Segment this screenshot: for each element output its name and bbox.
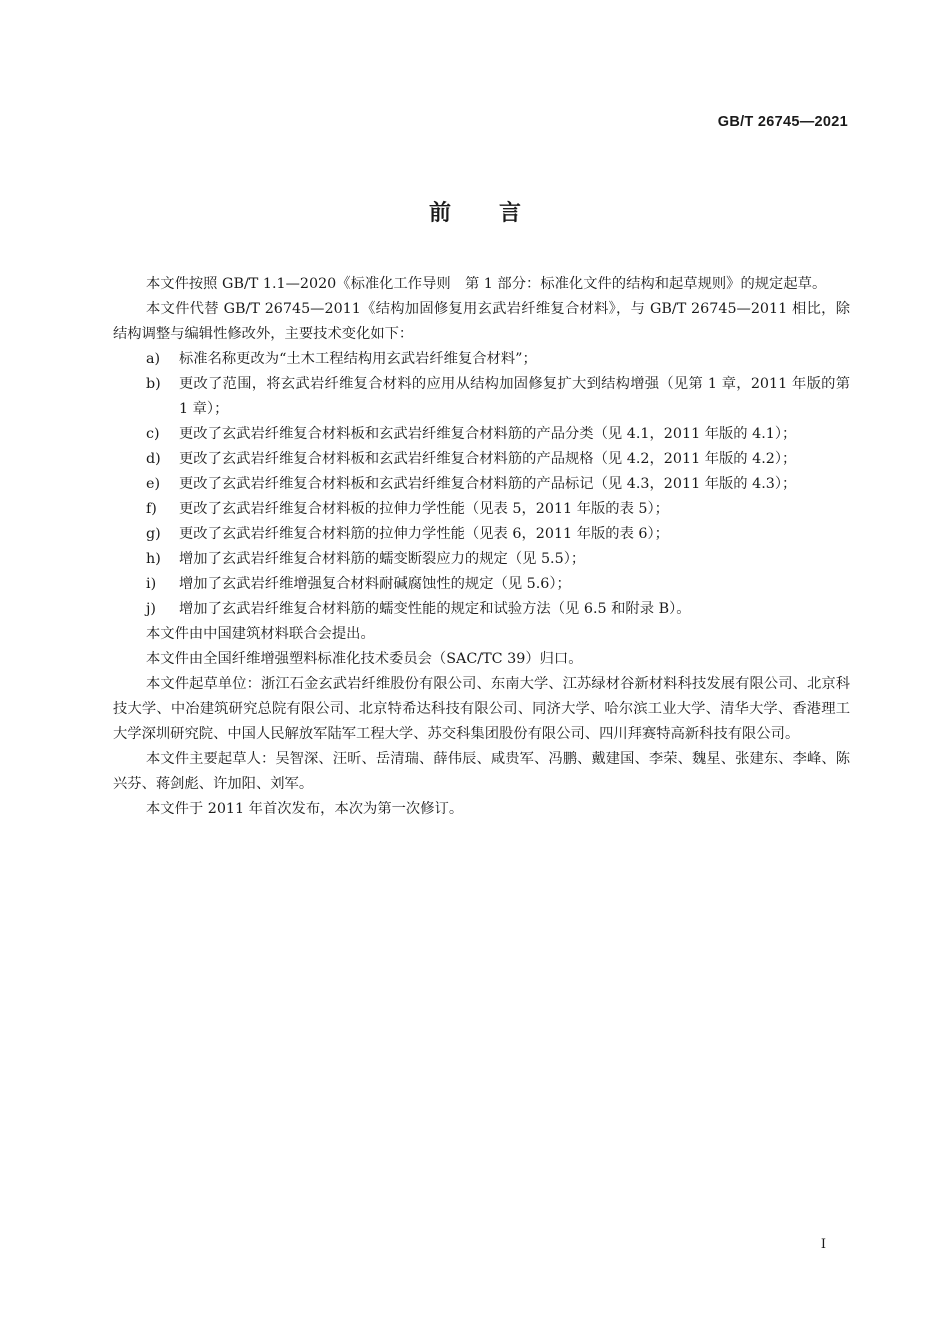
list-item-text: 增加了玄武岩纤维复合材料筋的蠕变断裂应力的规定（见 5.5）； bbox=[179, 551, 586, 567]
list-item-text: 更改了玄武岩纤维复合材料板和玄武岩纤维复合材料筋的产品分类（见 4.1，2011 年版的 4.1）； bbox=[179, 426, 797, 442]
list-item-text: 标准名称更改为“土木工程结构用玄武岩纤维复合材料”； bbox=[179, 351, 537, 367]
list-marker: d) bbox=[146, 451, 161, 467]
paragraph-committee: 本文件由全国纤维增强塑料标准化技术委员会（SAC/TC 39）归口。 bbox=[146, 651, 583, 667]
list-item-text: 更改了玄武岩纤维复合材料板和玄武岩纤维复合材料筋的产品标记（见 4.3，2011 年版的 4.3）； bbox=[179, 476, 797, 492]
paragraph-history: 本文件于 2011 年首次发布，本次为第一次修订。 bbox=[146, 801, 464, 817]
list-item bbox=[113, 447, 850, 472]
list-item-text: 增加了玄武岩纤维复合材料筋的蠕变性能的规定和试验方法（见 6.5 和附录 B）。 bbox=[179, 601, 691, 617]
page-number: I bbox=[820, 1237, 826, 1252]
list-item-text: 增加了玄武岩纤维增强复合材料耐碱腐蚀性的规定（见 5.6）； bbox=[179, 576, 571, 592]
list-item bbox=[113, 372, 850, 422]
list-item-text: 更改了范围，将玄武岩纤维复合材料的应用从结构加固修复扩大到结构增强（见第 1 章，2011 年版的第 1 章）； bbox=[179, 376, 850, 417]
list-marker: a) bbox=[146, 351, 161, 367]
list-marker: i) bbox=[146, 576, 157, 592]
list-item bbox=[113, 572, 850, 597]
list-item bbox=[113, 522, 850, 547]
list-item bbox=[113, 422, 850, 447]
document-body bbox=[113, 272, 850, 822]
list-item bbox=[113, 347, 850, 372]
changes-list bbox=[113, 347, 850, 622]
paragraph-proposer: 本文件由中国建筑材料联合会提出。 bbox=[146, 626, 375, 642]
list-marker: b) bbox=[146, 376, 161, 392]
list-item-text: 更改了玄武岩纤维复合材料板的拉伸力学性能（见表 5，2011 年版的表 5）； bbox=[179, 501, 669, 517]
page-title: 前言 bbox=[428, 201, 569, 226]
list-marker: e) bbox=[146, 476, 161, 492]
list-marker: j) bbox=[146, 601, 157, 617]
list-item-text: 更改了玄武岩纤维复合材料筋的拉伸力学性能（见表 6，2011 年版的表 6）； bbox=[179, 526, 669, 542]
paragraph-replacement: 本文件代替 GB/T 26745—2011《结构加固修复用玄武岩纤维复合材料》，与 GB/T 26745—2011 相比，除结构调整与编辑性修改外，主要技术变化如下： bbox=[113, 301, 850, 342]
list-marker: g) bbox=[146, 526, 161, 542]
list-marker: h) bbox=[146, 551, 161, 567]
list-item bbox=[113, 547, 850, 572]
list-marker: c) bbox=[146, 426, 160, 442]
list-item bbox=[113, 472, 850, 497]
paragraph-drafting-rules: 本文件按照 GB/T 1.1—2020《标准化工作导则 第 1 部分：标准化文件的结构和起草规则》的规定起草。 bbox=[146, 276, 827, 292]
list-item-text: 更改了玄武岩纤维复合材料板和玄武岩纤维复合材料筋的产品规格（见 4.2，2011 年版的 4.2）； bbox=[179, 451, 797, 467]
paragraph-drafters: 本文件主要起草人：吴智深、汪昕、岳清瑞、薛伟辰、咸贵军、冯鹏、戴建国、李荣、魏星、张建东、李峰、陈兴芬、蒋剑彪、许加阳、刘军。 bbox=[113, 751, 850, 792]
list-item bbox=[113, 597, 850, 622]
paragraph-drafting-units: 本文件起草单位：浙江石金玄武岩纤维股份有限公司、东南大学、江苏绿材谷新材料科技发展有限公司、北京科技大学、中冶建筑研究总院有限公司、北京特希达科技有限公司、同济大学、哈尔滨工业大学、清华大学、香港理工大学深圳研究院、中国人民解放军陆军工程大学、苏交科集团股份有限公司、四川拜赛特高新科技有限公司。 bbox=[113, 676, 850, 742]
standard-code: GB/T 26745—2021 bbox=[717, 114, 848, 130]
list-item bbox=[113, 497, 850, 522]
list-marker: f) bbox=[146, 501, 157, 517]
